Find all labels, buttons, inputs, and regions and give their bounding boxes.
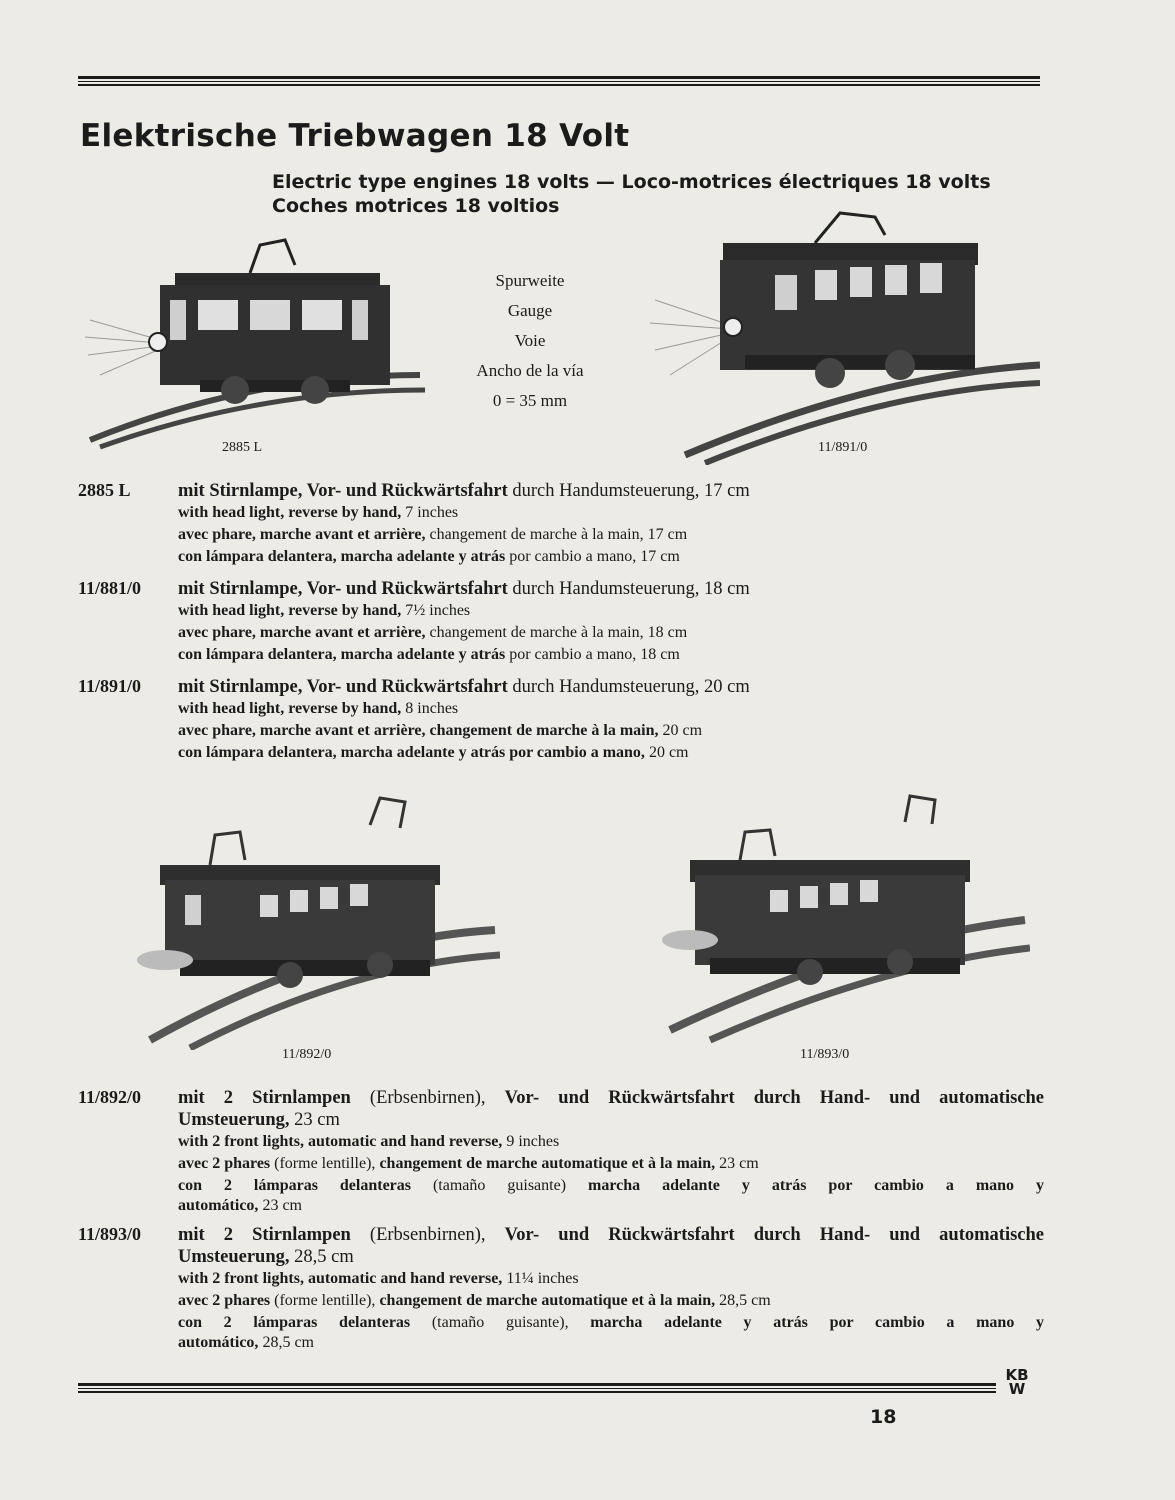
desc-fr: avec 2 phares (forme lentille), changement de marche automatique et à la main, 23 cm <box>178 1155 759 1172</box>
gauge-value: 0 = 35 mm <box>492 391 568 410</box>
logo-letters-bottom: W <box>1008 1380 1026 1398</box>
subtitle-line-2: Coches motrices 18 voltios <box>272 195 560 217</box>
gauge-info <box>440 266 620 416</box>
product-number: 11/881/0 <box>78 578 142 598</box>
caption-11-891-0: 11/891/0 <box>818 440 868 455</box>
desc-es-cont: automático, 28,5 cm <box>178 1334 314 1351</box>
desc-en: with head light, reverse by hand, 7½ inches <box>178 602 471 619</box>
page-number: 18 <box>870 1406 897 1428</box>
bottom-rule <box>78 1383 996 1393</box>
logo-letters-top: KB <box>1005 1366 1029 1384</box>
product-entry-11-893-0 <box>78 1224 1044 1352</box>
product-number: 11/891/0 <box>78 676 142 696</box>
caption-11-893-0: 11/893/0 <box>800 1047 850 1062</box>
gauge-es: Ancho de la vía <box>476 361 584 380</box>
desc-fr: avec 2 phares (forme lentille), changement de marche automatique et à la main, 28,5 cm <box>178 1292 771 1309</box>
desc-en: with 2 front lights, automatic and hand reverse, 9 inches <box>178 1133 560 1150</box>
engine-illustration-11-893-0 <box>630 790 1030 1050</box>
product-entry-11-881-0 <box>78 578 1044 666</box>
product-entry-2885l <box>78 480 1044 568</box>
desc-es-cont: automático, 23 cm <box>178 1197 302 1214</box>
desc-de: mit 2 Stirnlampen (Erbsenbirnen), Vor- und Rückwärtsfahrt durch Hand- und automatische <box>178 1088 1045 1108</box>
engine-illustration-11-892-0 <box>130 790 500 1050</box>
desc-es: con 2 lámparas delanteras (tamaño guisante), marcha adelante y atrás por cambio a mano y <box>178 1314 1045 1331</box>
desc-fr: avec phare, marche avant et arrière, changement de marche à la main, 17 cm <box>178 526 688 543</box>
desc-de-cont: Umsteuerung, 23 cm <box>178 1110 340 1130</box>
gauge-en: Gauge <box>507 301 553 320</box>
desc-en: with 2 front lights, automatic and hand reverse, 11¼ inches <box>178 1270 579 1287</box>
caption-11-892-0: 11/892/0 <box>282 1047 332 1062</box>
desc-es: con 2 lámparas delanteras (tamaño guisante) marcha adelante y atrás por cambio a mano y <box>178 1177 1045 1194</box>
desc-en: with head light, reverse by hand, 7 inches <box>178 504 459 521</box>
desc-es: con lámpara delantera, marcha adelante y atrás por cambio a mano, 20 cm <box>178 744 689 761</box>
gauge-fr: Voie <box>514 331 546 350</box>
desc-es: con lámpara delantera, marcha adelante y atrás por cambio a mano, 17 cm <box>178 548 680 565</box>
desc-de: mit Stirnlampe, Vor- und Rückwärtsfahrt durch Handumsteuerung, 17 cm <box>178 481 750 501</box>
publisher-logo <box>1000 1368 1034 1396</box>
product-entry-11-891-0 <box>78 676 1044 764</box>
desc-de: mit Stirnlampe, Vor- und Rückwärtsfahrt durch Handumsteuerung, 18 cm <box>178 579 750 599</box>
desc-en: with head light, reverse by hand, 8 inches <box>178 700 459 717</box>
engine-illustration-2885l <box>80 225 425 450</box>
product-entry-11-892-0 <box>78 1087 1044 1215</box>
product-number: 11/892/0 <box>78 1087 142 1107</box>
top-rule <box>78 76 1040 86</box>
engine-illustration-11-891-0 <box>645 205 1040 465</box>
subtitle-line-1: Electric type engines 18 volts — Loco-motrices électriques 18 volts <box>272 171 991 193</box>
desc-es: con lámpara delantera, marcha adelante y atrás por cambio a mano, 18 cm <box>178 646 680 663</box>
product-number: 2885 L <box>78 480 131 500</box>
desc-de-cont: Umsteuerung, 28,5 cm <box>178 1247 354 1267</box>
gauge-de: Spurweite <box>495 271 565 290</box>
desc-de: mit Stirnlampe, Vor- und Rückwärtsfahrt durch Handumsteuerung, 20 cm <box>178 677 750 697</box>
desc-fr: avec phare, marche avant et arrière, changement de marche à la main, 20 cm <box>178 722 703 739</box>
product-number: 11/893/0 <box>78 1224 142 1244</box>
page-title: Elektrische Triebwagen 18 Volt <box>80 118 630 154</box>
desc-fr: avec phare, marche avant et arrière, changement de marche à la main, 18 cm <box>178 624 688 641</box>
desc-de: mit 2 Stirnlampen (Erbsenbirnen), Vor- und Rückwärtsfahrt durch Hand- und automatische <box>178 1225 1045 1245</box>
caption-2885l: 2885 L <box>222 440 263 455</box>
